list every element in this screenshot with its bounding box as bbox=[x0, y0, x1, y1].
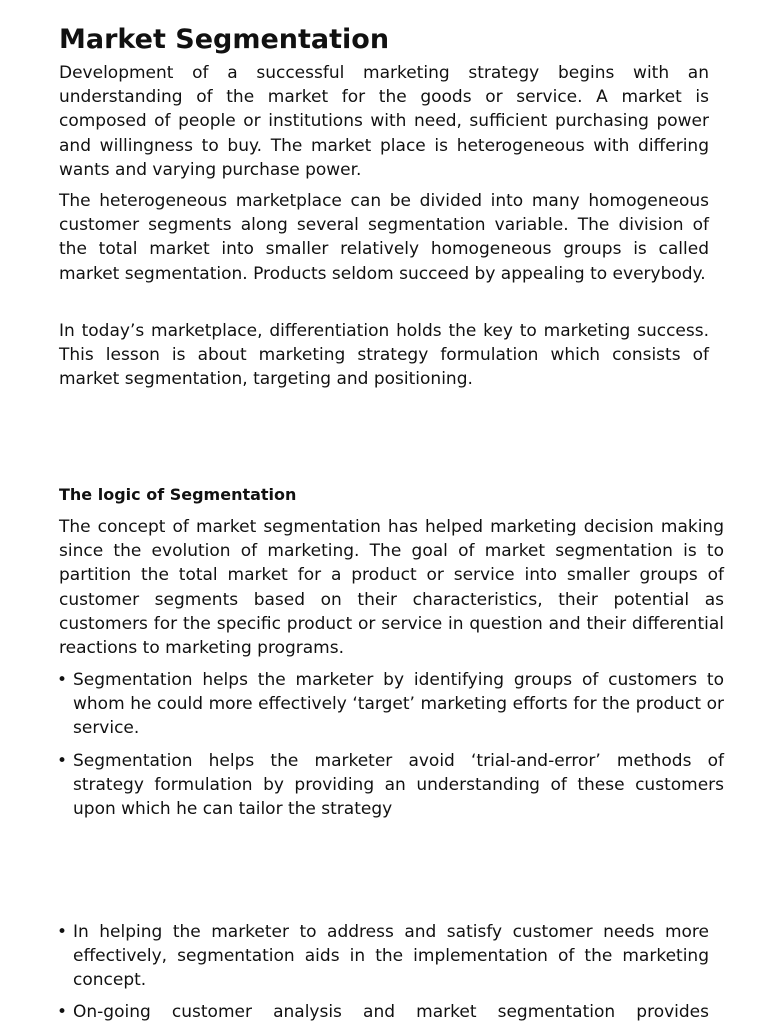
bullet-item bbox=[57, 1000, 709, 1024]
bullet-marker: • bbox=[57, 922, 68, 942]
bullet-item bbox=[57, 920, 709, 993]
intro-paragraph-1: Development of a successful marketing strategy begins with an understanding of the market for the goods or service. A market is composed of people or institutions with need, sufficient purchasing power and willingness to buy. The market place is heterogeneous with differing wants and varying purchase power. bbox=[59, 63, 709, 180]
intro-paragraph-2: The heterogeneous marketplace can be divided into many homogeneous customer segments along several segmentation variable. The division of the total market into smaller relatively homogeneous groups is called market segmentation. Products seldom succeed by appealing to everybody. bbox=[59, 191, 709, 284]
bullet-marker: • bbox=[57, 670, 68, 690]
section-paragraph: The concept of market segmentation has helped marketing decision making since the evolution of marketing. The goal of market segmentation is to partition the total market for a product or service into smaller groups of customer segments based on their characteristics, their potential as customers for the specific product or service in question and their differential reactions to marketing programs. bbox=[59, 517, 724, 659]
bullet-marker: • bbox=[57, 751, 68, 771]
bullet-item bbox=[57, 749, 724, 822]
bullet-text: In helping the marketer to address and satisfy customer needs more effectively, segmentation aids in the implementation of the marketing concept. bbox=[73, 922, 709, 991]
intro-paragraph-3: In today’s marketplace, differentiation holds the key to marketing success. This lesson is about marketing strategy formulation which consists of market segmentation, targeting and positioning. bbox=[59, 321, 709, 390]
bullet-marker: • bbox=[57, 1002, 68, 1022]
bullet-text: Segmentation helps the marketer by identifying groups of customers to whom he could more effectively ‘target’ marketing efforts for the product or service. bbox=[73, 670, 724, 739]
bullet-text: On-going customer analysis and market segmentation provides bbox=[73, 1002, 709, 1022]
section-heading: The logic of Segmentation bbox=[59, 485, 297, 504]
page-title: Market Segmentation bbox=[59, 24, 390, 55]
bullet-item bbox=[57, 668, 724, 741]
bullet-text: Segmentation helps the marketer avoid ‘trial-and-error’ methods of strategy formulation by providing an understanding of these customers upon which he can tailor the strategy bbox=[73, 751, 724, 820]
